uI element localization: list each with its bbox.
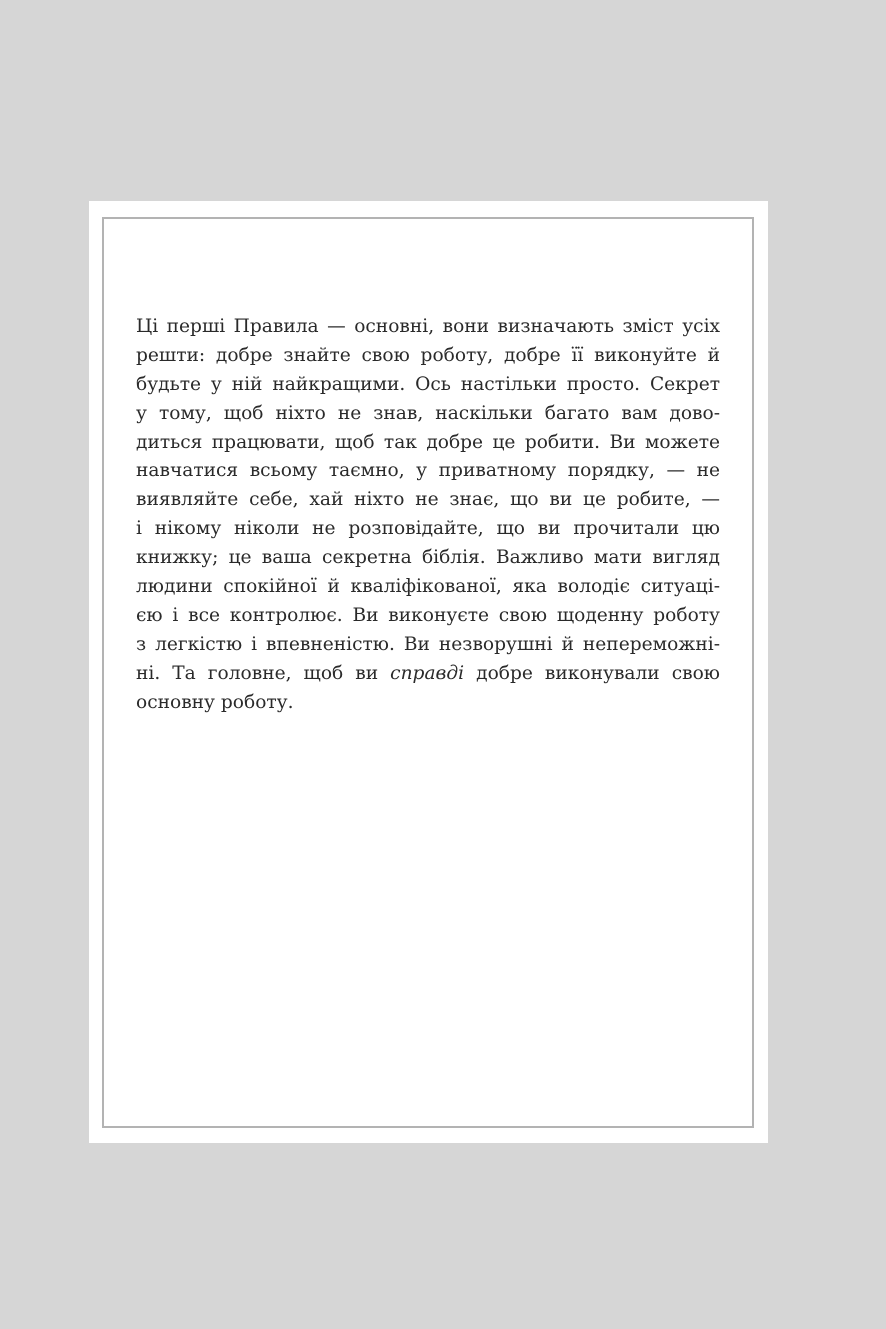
text-line-14: основну роботу. [136,691,294,713]
text-line-13-start: ні. Та головне, щоб ви [136,662,379,684]
body-paragraph [136,313,720,717]
text-line-13 [136,660,720,689]
text-line-3: будьте у ній найкращими. Ось настільки просто. Секрет [136,373,720,395]
text-line-2: решти: добре знайте свою роботу, добре її виконуйте й [136,344,720,366]
text-line-5: диться працювати, щоб так добре це робити. Ви можете [136,431,720,453]
book-page [89,201,768,1143]
text-line-4: у тому, щоб ніхто не знав, наскільки багато вам дово- [136,402,720,424]
text-line-1: Ці перші Правила — основні, вони визначають зміст усіх [136,316,720,337]
text-line-7: виявляйте себе, хай ніхто не знає, що ви це робите, — [136,489,720,511]
text-line-10: людини спокійної й кваліфікованої, яка володіє ситуаці- [136,576,720,598]
text-line-11: єю і все контролює. Ви виконуєте свою щоденну роботу [136,604,720,626]
text-line-6: навчатися всьому таємно, у приватному порядку, — не [136,460,720,482]
text-line-12: з легкістю і впевненістю. Ви незворушні й непереможні- [136,633,720,655]
text-line-8: і нікому ніколи не розповідайте, що ви прочитали цю [136,518,720,540]
text-line-9: книжку; це ваша секретна біблія. Важливо мати вигляд [136,547,720,569]
emphasis-word: справді [390,662,465,684]
text-line-13-end: добре виконували свою [476,662,720,684]
